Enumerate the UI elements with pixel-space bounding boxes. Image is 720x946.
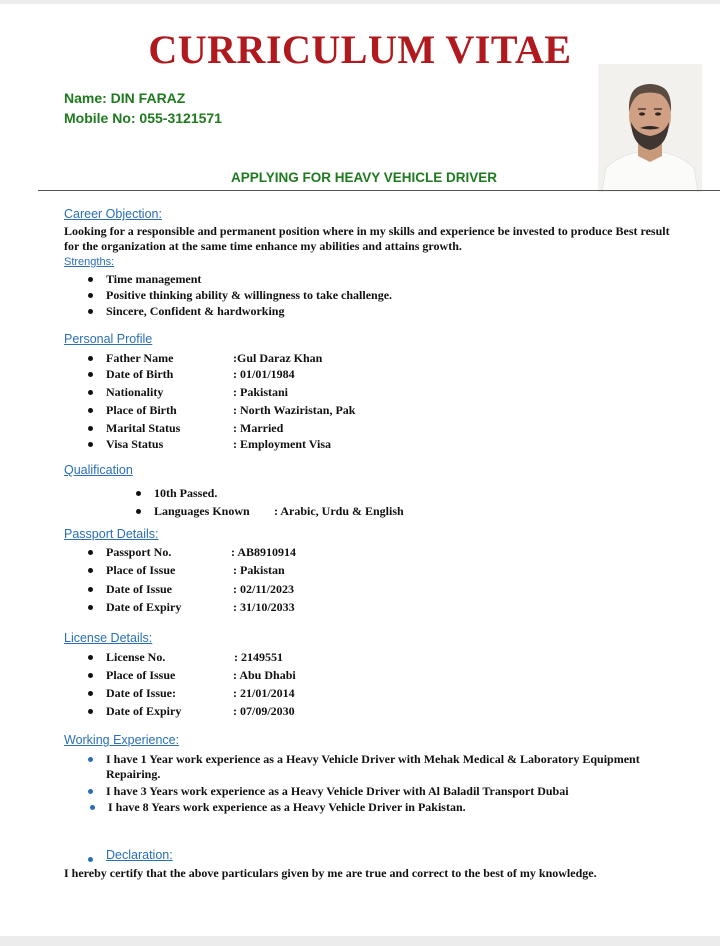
profile-value: : Employment Visa — [233, 437, 332, 451]
strength-item: Sincere, Confident & hardworking — [106, 304, 285, 318]
qualification-heading: Qualification — [64, 463, 133, 477]
header-divider — [38, 190, 720, 191]
passport-row-date-of-issue — [106, 582, 295, 597]
passport-row-place-of-issue — [106, 563, 285, 578]
name-line: Name: DIN FARAZ — [64, 90, 186, 106]
passport-value: : 02/11/2023 — [233, 582, 295, 596]
profile-value: : Married — [233, 421, 284, 435]
profile-value: : North Waziristan, Pak — [233, 403, 356, 417]
passport-row-number — [106, 545, 297, 560]
cv-page — [0, 4, 720, 936]
profile-value: : 01/01/1984 — [233, 367, 295, 381]
license-value: : 21/01/2014 — [233, 686, 295, 700]
profile-row-place-of-birth — [106, 403, 356, 418]
mobile-line: Mobile No: 055-3121571 — [64, 110, 222, 126]
license-label: Date of Issue: — [106, 686, 176, 700]
personal-profile-heading: Personal Profile — [64, 332, 153, 346]
profile-row-nationality — [106, 385, 289, 400]
career-objection-heading: Career Objection: — [64, 207, 162, 221]
license-heading: License Details: — [64, 631, 153, 645]
passport-label: Date of Issue — [106, 582, 172, 596]
license-label: Date of Expiry — [106, 704, 182, 718]
profile-row-marital-status — [106, 421, 284, 436]
profile-row-date-of-birth — [106, 367, 295, 382]
experience-item: I have 3 Years work experience as a Heavy Vehicle Driver with Al Baladil Transport Dubai — [106, 784, 646, 799]
profile-label: Marital Status — [106, 421, 181, 435]
profile-value: :Gul Daraz Khan — [233, 351, 323, 365]
experience-item: I have 8 Years work experience as a Heavy Vehicle Driver in Pakistan. — [108, 800, 648, 815]
languages-value: : Arabic, Urdu & English — [274, 504, 404, 518]
profile-label: Place of Birth — [106, 403, 177, 417]
profile-value: : Pakistani — [233, 385, 289, 399]
strength-item: Time management — [106, 272, 202, 286]
license-value: : 2149551 — [234, 650, 283, 664]
declaration-heading: Declaration: — [106, 848, 173, 862]
license-value: : Abu Dhabi — [233, 668, 296, 682]
passport-label: Date of Expiry — [106, 600, 182, 614]
profile-row-visa-status — [106, 437, 332, 452]
experience-item: I have 1 Year work experience as a Heavy Vehicle Driver with Mehak Medical & Laboratory Equipment Repairing. — [106, 752, 646, 782]
passport-value: : 31/10/2033 — [233, 600, 295, 614]
passport-label: Place of Issue — [106, 563, 176, 577]
profile-label: Nationality — [106, 385, 164, 399]
qualification-languages — [154, 504, 404, 519]
passport-value: : Pakistan — [233, 563, 285, 577]
profile-label: Visa Status — [106, 437, 164, 451]
passport-heading: Passport Details: — [64, 527, 159, 541]
profile-label: Date of Birth — [106, 367, 174, 381]
license-label: License No. — [106, 650, 166, 664]
career-objection-text: Looking for a responsible and permanent position where in my skills and experience be invested to produce Best result for the organization at the same time enhance my abilities and attains growth. — [64, 224, 670, 253]
license-value: : 07/09/2030 — [233, 704, 295, 718]
languages-label: Languages Known — [154, 504, 250, 518]
profile-row-father-name — [106, 351, 323, 366]
applying-for-position: APPLYING FOR HEAVY VEHICLE DRIVER — [230, 170, 498, 185]
passport-row-date-of-expiry — [106, 600, 295, 615]
strengths-heading: Strengths: — [64, 256, 115, 268]
passport-value: : AB8910914 — [231, 545, 297, 559]
qualification-education: 10th Passed. — [154, 486, 218, 500]
passport-label: Passport No. — [106, 545, 172, 559]
declaration-bullet — [88, 857, 93, 862]
profile-label: Father Name — [106, 351, 174, 365]
license-row-date-of-issue — [106, 686, 295, 701]
strength-item: Positive thinking ability & willingness to take challenge. — [106, 288, 393, 302]
working-experience-heading: Working Experience: — [64, 733, 180, 747]
license-row-date-of-expiry — [106, 704, 295, 719]
license-row-place-of-issue — [106, 668, 296, 683]
license-label: Place of Issue — [106, 668, 176, 682]
document-title: CURRICULUM VITAE — [148, 27, 572, 72]
license-row-number — [106, 650, 283, 665]
declaration-text: I hereby certify that the above particulars given by me are true and correct to the best of my knowledge. — [64, 866, 597, 880]
